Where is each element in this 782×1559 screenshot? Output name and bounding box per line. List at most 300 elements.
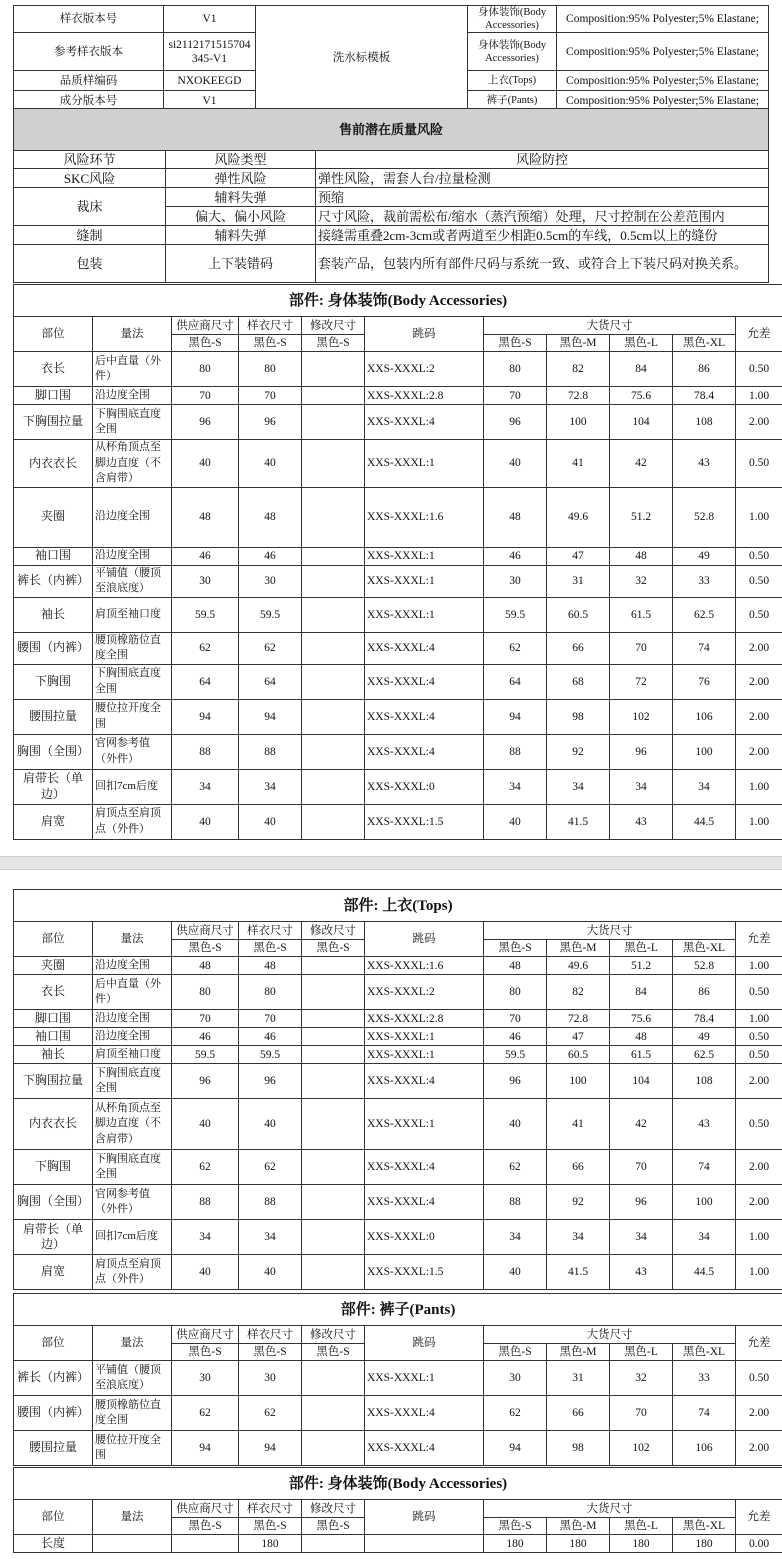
- cell-size-l: 61.5: [610, 1046, 673, 1064]
- cell-tolerance: 1.00: [736, 804, 782, 839]
- cell-size-xl: 33: [673, 565, 736, 597]
- cell-size-m: 68: [547, 664, 610, 699]
- cell-part: 肩带长（单边）: [14, 769, 93, 804]
- cell-sample: 59.5: [239, 597, 302, 632]
- cell-supplier: 48: [172, 957, 239, 975]
- cell-method: 沿边度全围: [93, 957, 172, 975]
- cell-supplier: 40: [172, 804, 239, 839]
- cell-method: 沿边度全围: [93, 1028, 172, 1046]
- cell-size-m: 72.8: [547, 1010, 610, 1028]
- cell-modify: [302, 547, 365, 565]
- cell-tolerance: 0.50: [736, 975, 782, 1010]
- cell-method: 下胸围底直度全围: [93, 405, 172, 440]
- cell-supplier: 80: [172, 975, 239, 1010]
- cell-size-l: 84: [610, 975, 673, 1010]
- spec-section-body-accessories-2: [13, 1467, 771, 1553]
- cell-size-l: 48: [610, 1028, 673, 1046]
- cell-supplier: 70: [172, 1010, 239, 1028]
- cell-sample: 88: [239, 1185, 302, 1220]
- cell-size-l: 34: [610, 1220, 673, 1255]
- cell-sample: 48: [239, 487, 302, 547]
- header-part: 部位: [14, 922, 93, 957]
- cell-grade: XXS-XXXL:2.8: [365, 387, 484, 405]
- cell-modify: [302, 597, 365, 632]
- info-value: si2112171515704345-V1: [164, 33, 256, 71]
- header-modify: 修改尺寸: [302, 922, 365, 940]
- cell-method: [93, 1535, 172, 1553]
- header-sample: 样衣尺寸: [239, 317, 302, 335]
- cell-size-s: 40: [484, 1099, 547, 1150]
- table-row: [14, 1220, 782, 1255]
- cell-method: 平铺值（腰顶至浪底度）: [93, 565, 172, 597]
- spec-section-tops: [13, 889, 771, 1290]
- cell-method: 肩顶至袖口度: [93, 597, 172, 632]
- cell-size-s: 59.5: [484, 1046, 547, 1064]
- info-label: 品质样编码: [14, 71, 164, 91]
- header-size: 黑色-M: [547, 1518, 610, 1535]
- cell-part: 裤长（内裤）: [14, 1361, 93, 1396]
- cell-part: 衣长: [14, 975, 93, 1010]
- header-size: 黑色-XL: [673, 1518, 736, 1535]
- header-grade: 跳码: [365, 922, 484, 957]
- cell-tolerance: 2.00: [736, 1431, 782, 1466]
- cell-size-s: 70: [484, 1010, 547, 1028]
- cell-grade: XXS-XXXL:1: [365, 565, 484, 597]
- cell-modify: [302, 440, 365, 488]
- cell-size-s: 59.5: [484, 597, 547, 632]
- cell-size-m: 60.5: [547, 597, 610, 632]
- cell-grade: XXS-XXXL:1.6: [365, 957, 484, 975]
- header-supplier: 供应商尺寸: [172, 1500, 239, 1518]
- cell-size-m: 66: [547, 1150, 610, 1185]
- cell-size-l: 72: [610, 664, 673, 699]
- cell-size-s: 46: [484, 1028, 547, 1046]
- cell-size-s: 40: [484, 1255, 547, 1290]
- cell-part: 袖口围: [14, 1028, 93, 1046]
- cell-supplier: 40: [172, 440, 239, 488]
- cell-size-s: 62: [484, 632, 547, 664]
- cell-size-m: 92: [547, 734, 610, 769]
- header-bulk: 大货尺寸: [484, 317, 736, 335]
- cell-size-m: 100: [547, 405, 610, 440]
- cell-grade: XXS-XXXL:4: [365, 405, 484, 440]
- cell-sample: 70: [239, 1010, 302, 1028]
- cell-modify: [302, 1064, 365, 1099]
- cell-part: 袖长: [14, 597, 93, 632]
- risk-stage: 缝制: [14, 226, 166, 245]
- cell-grade: XXS-XXXL:1: [365, 547, 484, 565]
- cell-supplier: 94: [172, 699, 239, 734]
- risk-stage: SKC风险: [14, 169, 166, 188]
- cell-size-s: 34: [484, 769, 547, 804]
- cell-part: 下胸围: [14, 664, 93, 699]
- cell-size-l: 70: [610, 1150, 673, 1185]
- cell-size-xl: 74: [673, 1396, 736, 1431]
- header-size: 黑色-S: [172, 940, 239, 957]
- cell-grade: XXS-XXXL:2: [365, 975, 484, 1010]
- cell-supplier: 64: [172, 664, 239, 699]
- cell-method: 腰位拉开度全围: [93, 699, 172, 734]
- composition-part: 身体装饰(Body Accessories): [468, 33, 557, 71]
- cell-part: 脚口围: [14, 387, 93, 405]
- cell-sample: 70: [239, 387, 302, 405]
- cell-grade: XXS-XXXL:0: [365, 769, 484, 804]
- cell-part: 腰围（内裤）: [14, 632, 93, 664]
- cell-tolerance: 2.00: [736, 699, 782, 734]
- cell-size-m: 98: [547, 699, 610, 734]
- cell-grade: XXS-XXXL:1.5: [365, 804, 484, 839]
- header-tolerance: 允差: [736, 922, 782, 957]
- table-row: [14, 957, 782, 975]
- cell-size-xl: 86: [673, 975, 736, 1010]
- cell-method: 下胸围底直度全围: [93, 1064, 172, 1099]
- risk-type: 上下装错码: [166, 245, 316, 283]
- cell-size-m: 49.6: [547, 487, 610, 547]
- cell-modify: [302, 1431, 365, 1466]
- cell-tolerance: 1.00: [736, 957, 782, 975]
- cell-supplier: 96: [172, 405, 239, 440]
- header-modify: 修改尺寸: [302, 317, 365, 335]
- cell-size-xl: 108: [673, 1064, 736, 1099]
- table-row: [14, 1064, 782, 1099]
- composition-value: Composition:95% Polyester;5% Elastane;: [557, 33, 769, 71]
- cell-size-xl: 106: [673, 699, 736, 734]
- risk-header: 风险防控: [316, 151, 769, 169]
- cell-sample: 40: [239, 1099, 302, 1150]
- info-label: 参考样衣版本: [14, 33, 164, 71]
- cell-tolerance: 1.00: [736, 769, 782, 804]
- cell-size-l: 75.6: [610, 1010, 673, 1028]
- sample-info-table: [13, 5, 769, 111]
- cell-size-m: 66: [547, 1396, 610, 1431]
- cell-tolerance: 0.50: [736, 1046, 782, 1064]
- cell-modify: [302, 769, 365, 804]
- cell-size-m: 31: [547, 565, 610, 597]
- cell-tolerance: 2.00: [736, 1396, 782, 1431]
- cell-sample: 62: [239, 1396, 302, 1431]
- cell-supplier: 59.5: [172, 597, 239, 632]
- table-row: [14, 975, 782, 1010]
- cell-tolerance: 2.00: [736, 1150, 782, 1185]
- header-size: 黑色-XL: [673, 940, 736, 957]
- cell-size-xl: 78.4: [673, 387, 736, 405]
- cell-grade: XXS-XXXL:0: [365, 1220, 484, 1255]
- cell-size-xl: 106: [673, 1431, 736, 1466]
- composition-value: Composition:95% Polyester;5% Elastane;: [557, 71, 769, 91]
- cell-tolerance: 0.50: [736, 1028, 782, 1046]
- cell-modify: [302, 1150, 365, 1185]
- composition-part: 上衣(Tops): [468, 71, 557, 91]
- cell-size-s: 80: [484, 352, 547, 387]
- table-row: [14, 1150, 782, 1185]
- cell-supplier: 46: [172, 1028, 239, 1046]
- table-row: [14, 597, 782, 632]
- cell-part: 腰围拉量: [14, 1431, 93, 1466]
- header-size: 黑色-S: [484, 940, 547, 957]
- risk-control: 套装产品，包装内所有部件尺码与系统一致、或符合上下装尺码对换关系。: [316, 245, 769, 283]
- header-size: 黑色-XL: [673, 335, 736, 352]
- cell-grade: XXS-XXXL:1: [365, 1046, 484, 1064]
- cell-size-xl: 108: [673, 405, 736, 440]
- cell-size-l: 43: [610, 1255, 673, 1290]
- cell-method: 从杯角顶点至脚边直度（不含肩带）: [93, 1099, 172, 1150]
- cell-method: 肩顶点至肩顶点（外件）: [93, 804, 172, 839]
- cell-size-xl: 43: [673, 440, 736, 488]
- table-row: [14, 1010, 782, 1028]
- section-title: 部件: 身体装饰(Body Accessories): [14, 1468, 782, 1500]
- cell-supplier: 70: [172, 387, 239, 405]
- header-tolerance: 允差: [736, 1326, 782, 1361]
- cell-size-xl: 74: [673, 632, 736, 664]
- header-size: 黑色-M: [547, 1344, 610, 1361]
- cell-size-s: 88: [484, 1185, 547, 1220]
- cell-size-xl: 52.8: [673, 487, 736, 547]
- table-row: [14, 1185, 782, 1220]
- cell-part: 夹圈: [14, 957, 93, 975]
- cell-method: 下胸围底直度全围: [93, 1150, 172, 1185]
- header-size: 黑色-S: [302, 335, 365, 352]
- risk-stage: 包装: [14, 245, 166, 283]
- cell-modify: [302, 487, 365, 547]
- cell-modify: [302, 1185, 365, 1220]
- risk-control: 预缩: [316, 188, 769, 207]
- cell-grade: XXS-XXXL:1: [365, 1099, 484, 1150]
- header-size: 黑色-S: [484, 335, 547, 352]
- cell-sample: 40: [239, 804, 302, 839]
- cell-grade: XXS-XXXL:1: [365, 440, 484, 488]
- cell-tolerance: 0.50: [736, 1099, 782, 1150]
- composition-value: Composition:95% Polyester;5% Elastane;: [557, 91, 769, 111]
- cell-sample: 94: [239, 1431, 302, 1466]
- table-row: [14, 440, 782, 488]
- cell-size-s: 34: [484, 1220, 547, 1255]
- header-method: 量法: [93, 1500, 172, 1535]
- cell-supplier: 59.5: [172, 1046, 239, 1064]
- cell-size-m: 92: [547, 1185, 610, 1220]
- spec-section-pants: [13, 1293, 771, 1466]
- risk-header: 风险环节: [14, 151, 166, 169]
- cell-sample: 30: [239, 1361, 302, 1396]
- header-size: 黑色-L: [610, 1344, 673, 1361]
- composition-part: 裤子(Pants): [468, 91, 557, 111]
- quality-risk-table: [13, 108, 769, 283]
- cell-part: 脚口围: [14, 1010, 93, 1028]
- cell-supplier: 80: [172, 352, 239, 387]
- cell-sample: 34: [239, 769, 302, 804]
- cell-size-s: 64: [484, 664, 547, 699]
- header-bulk: 大货尺寸: [484, 1326, 736, 1344]
- cell-size-xl: 44.5: [673, 804, 736, 839]
- cell-sample: 59.5: [239, 1046, 302, 1064]
- cell-supplier: 30: [172, 565, 239, 597]
- cell-tolerance: 2.00: [736, 734, 782, 769]
- cell-sample: 88: [239, 734, 302, 769]
- header-sample: 样衣尺寸: [239, 1326, 302, 1344]
- table-row: [14, 699, 782, 734]
- cell-part: 内衣衣长: [14, 440, 93, 488]
- cell-tolerance: 2.00: [736, 405, 782, 440]
- risk-stage: 裁床: [14, 188, 166, 226]
- cell-size-m: 82: [547, 352, 610, 387]
- header-size: 黑色-XL: [673, 1344, 736, 1361]
- cell-size-xl: 44.5: [673, 1255, 736, 1290]
- cell-sample: 34: [239, 1220, 302, 1255]
- cell-modify: [302, 664, 365, 699]
- cell-part: 腰围拉量: [14, 699, 93, 734]
- cell-part: 胸围（全围）: [14, 1185, 93, 1220]
- cell-tolerance: 2.00: [736, 1185, 782, 1220]
- cell-size-m: 100: [547, 1064, 610, 1099]
- cell-size-m: 60.5: [547, 1046, 610, 1064]
- header-size: 黑色-M: [547, 940, 610, 957]
- cell-size-l: 104: [610, 1064, 673, 1099]
- cell-grade: XXS-XXXL:1: [365, 1028, 484, 1046]
- cell-size-xl: 62.5: [673, 597, 736, 632]
- info-value: V1: [164, 91, 256, 111]
- cell-tolerance: 1.00: [736, 1255, 782, 1290]
- cell-size-l: 70: [610, 632, 673, 664]
- cell-supplier: 30: [172, 1361, 239, 1396]
- table-row: [14, 664, 782, 699]
- cell-size-l: 42: [610, 1099, 673, 1150]
- table-row: [14, 804, 782, 839]
- cell-part: 胸围（全围）: [14, 734, 93, 769]
- cell-size-xl: 43: [673, 1099, 736, 1150]
- cell-modify: [302, 565, 365, 597]
- cell-supplier: 62: [172, 632, 239, 664]
- cell-size-s: 62: [484, 1396, 547, 1431]
- cell-method: 沿边度全围: [93, 1010, 172, 1028]
- cell-size-s: 96: [484, 405, 547, 440]
- cell-tolerance: 0.50: [736, 547, 782, 565]
- table-row: [14, 1431, 782, 1466]
- header-method: 量法: [93, 317, 172, 352]
- cell-tolerance: 2.00: [736, 632, 782, 664]
- cell-part: 裤长（内裤）: [14, 565, 93, 597]
- cell-part: 腰围（内裤）: [14, 1396, 93, 1431]
- cell-supplier: 94: [172, 1431, 239, 1466]
- cell-modify: [302, 1028, 365, 1046]
- cell-tolerance: 0.50: [736, 352, 782, 387]
- table-row: [14, 387, 782, 405]
- cell-supplier: [172, 1535, 239, 1553]
- cell-method: 回扣7cm后度: [93, 1220, 172, 1255]
- header-part: 部位: [14, 1500, 93, 1535]
- cell-modify: [302, 405, 365, 440]
- cell-supplier: 48: [172, 487, 239, 547]
- cell-size-l: 84: [610, 352, 673, 387]
- header-size: 黑色-S: [172, 1518, 239, 1535]
- cell-part: 内衣衣长: [14, 1099, 93, 1150]
- table-row: [14, 1046, 782, 1064]
- cell-size-m: 47: [547, 547, 610, 565]
- cell-size-m: 47: [547, 1028, 610, 1046]
- cell-size-m: 34: [547, 769, 610, 804]
- cell-tolerance: 0.50: [736, 440, 782, 488]
- cell-supplier: 62: [172, 1396, 239, 1431]
- header-size: 黑色-S: [302, 1344, 365, 1361]
- cell-supplier: 96: [172, 1064, 239, 1099]
- cell-sample: 96: [239, 1064, 302, 1099]
- table-row: [14, 1396, 782, 1431]
- cell-method: 回扣7cm后度: [93, 769, 172, 804]
- cell-size-l: 42: [610, 440, 673, 488]
- risk-type: 辅料失弹: [166, 226, 316, 245]
- cell-modify: [302, 975, 365, 1010]
- cell-modify: [302, 804, 365, 839]
- header-size: 黑色-L: [610, 940, 673, 957]
- table-row: [14, 565, 782, 597]
- cell-part: 夹圈: [14, 487, 93, 547]
- cell-supplier: 88: [172, 1185, 239, 1220]
- cell-method: 下胸围底直度全围: [93, 664, 172, 699]
- header-size: 黑色-L: [610, 1518, 673, 1535]
- cell-tolerance: 0.00: [736, 1535, 782, 1553]
- table-row: [14, 1099, 782, 1150]
- cell-method: 平铺值（腰顶至浪底度）: [93, 1361, 172, 1396]
- cell-grade: XXS-XXXL:4: [365, 632, 484, 664]
- cell-size-l: 96: [610, 1185, 673, 1220]
- cell-sample: 40: [239, 1255, 302, 1290]
- header-grade: 跳码: [365, 1326, 484, 1361]
- cell-sample: 62: [239, 632, 302, 664]
- cell-size-xl: 34: [673, 1220, 736, 1255]
- cell-modify: [302, 1535, 365, 1553]
- cell-grade: XXS-XXXL:4: [365, 699, 484, 734]
- cell-part: 肩宽: [14, 1255, 93, 1290]
- table-row: [14, 632, 782, 664]
- cell-grade: XXS-XXXL:4: [365, 1431, 484, 1466]
- cell-grade: XXS-XXXL:4: [365, 734, 484, 769]
- cell-supplier: 40: [172, 1099, 239, 1150]
- cell-size-m: 34: [547, 1220, 610, 1255]
- info-label: 样衣版本号: [14, 6, 164, 33]
- cell-size-l: 104: [610, 405, 673, 440]
- cell-modify: [302, 1010, 365, 1028]
- cell-size-s: 94: [484, 699, 547, 734]
- cell-grade: [365, 1535, 484, 1553]
- cell-sample: 80: [239, 352, 302, 387]
- cell-sample: 46: [239, 547, 302, 565]
- cell-tolerance: 1.00: [736, 387, 782, 405]
- cell-size-s: 48: [484, 957, 547, 975]
- spec-table: [13, 284, 782, 840]
- spec-section-body-accessories: [13, 284, 771, 840]
- header-method: 量法: [93, 1326, 172, 1361]
- cell-tolerance: 1.00: [736, 1010, 782, 1028]
- cell-modify: [302, 352, 365, 387]
- cell-size-m: 31: [547, 1361, 610, 1396]
- spec-table: [13, 1467, 782, 1553]
- cell-method: 肩顶点至肩顶点（外件）: [93, 1255, 172, 1290]
- cell-size-xl: 49: [673, 547, 736, 565]
- risk-control: 接缝需重叠2cm-3cm或者两道至少相距0.5cm的车线，0.5cm以上的缝份: [316, 226, 769, 245]
- header-sample: 样衣尺寸: [239, 922, 302, 940]
- cell-sample: 94: [239, 699, 302, 734]
- cell-method: 官网参考值（外件）: [93, 1185, 172, 1220]
- cell-size-m: 82: [547, 975, 610, 1010]
- cell-supplier: 34: [172, 1220, 239, 1255]
- header-size: 黑色-S: [172, 335, 239, 352]
- cell-size-l: 75.6: [610, 387, 673, 405]
- header-tolerance: 允差: [736, 317, 782, 352]
- cell-modify: [302, 699, 365, 734]
- header-bulk: 大货尺寸: [484, 1500, 736, 1518]
- header-sample: 样衣尺寸: [239, 1500, 302, 1518]
- cell-size-xl: 76: [673, 664, 736, 699]
- header-grade: 跳码: [365, 1500, 484, 1535]
- cell-size-m: 41: [547, 1099, 610, 1150]
